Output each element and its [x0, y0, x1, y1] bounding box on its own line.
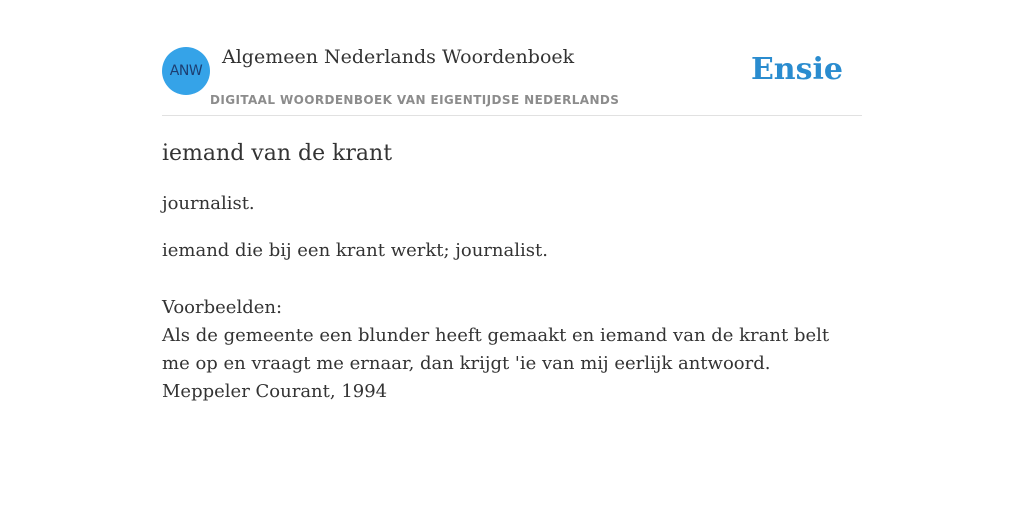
- ensie-brand-link[interactable]: Ensie: [750, 52, 843, 87]
- short-definition: journalist.: [162, 193, 255, 214]
- examples-label: Voorbeelden:: [162, 297, 283, 318]
- entry-content: [162, 138, 862, 406]
- examples-section: [162, 294, 862, 406]
- entry-term: iemand van de krant: [162, 141, 393, 166]
- site-header: [162, 0, 862, 116]
- long-definition: iemand die bij een krant werkt; journalist.: [162, 240, 548, 261]
- example-source: Meppeler Courant, 1994: [162, 381, 388, 402]
- logo-text: ANW: [169, 63, 203, 79]
- site-title[interactable]: Algemeen Nederlands Woordenboek: [222, 46, 575, 68]
- anw-logo[interactable]: [162, 47, 210, 95]
- example-text: Als de gemeente een blunder heeft gemaakt en iemand van de krant belt me op en vraagt me ernaar, dan krijgt 'ie van mij eerlijk antwoord.: [162, 325, 830, 374]
- site-subtitle: DIGITAAL WOORDENBOEK VAN EIGENTIJDSE NEDERLANDS: [210, 93, 620, 107]
